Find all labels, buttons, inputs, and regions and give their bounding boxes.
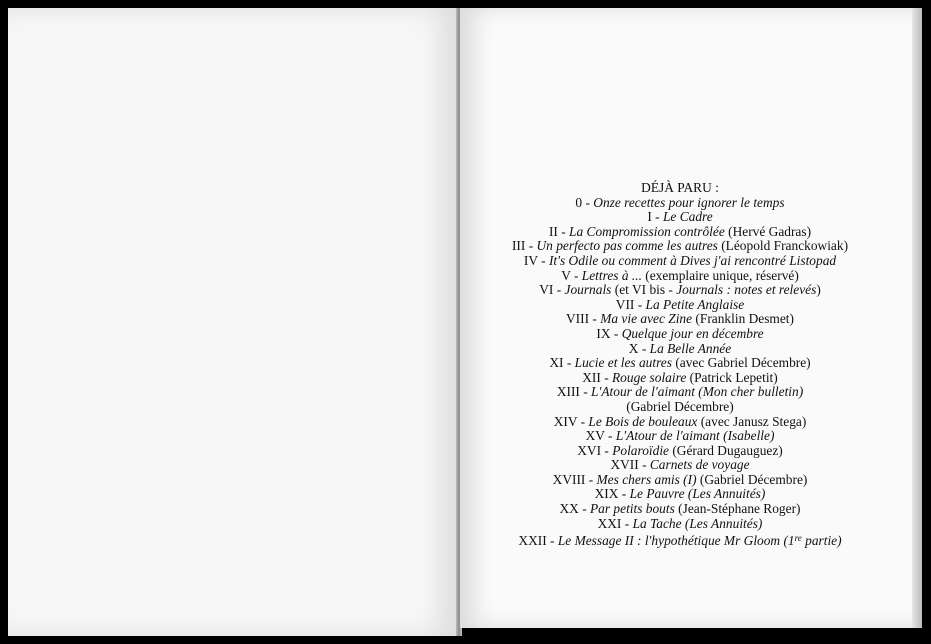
list-item-number: XXII bbox=[518, 533, 547, 549]
list-item-number: IX bbox=[596, 325, 611, 341]
list-item bbox=[470, 415, 890, 430]
list-item-title-tail: partie) bbox=[801, 533, 842, 549]
list-item-separator: - bbox=[621, 515, 633, 531]
list-item-separator: - bbox=[585, 471, 597, 487]
list-item-title: Ma vie avec Zine bbox=[600, 311, 693, 327]
list-item-title: It's Odile ou comment à Dives j'ai rencontré Listopad bbox=[548, 252, 837, 268]
list-item bbox=[470, 531, 890, 549]
list-item-number: XVII bbox=[610, 457, 639, 473]
list-item-subtitle: Journals : notes et relevés bbox=[676, 282, 817, 298]
list-item-title: Onze recettes pour ignorer le temps bbox=[593, 194, 785, 210]
list-item-number: II bbox=[548, 223, 558, 239]
list-item-number: V bbox=[561, 267, 571, 283]
list-items bbox=[470, 196, 890, 549]
list-item bbox=[470, 473, 890, 488]
list-item-separator: - bbox=[557, 223, 570, 239]
list-item-note: (avec Janusz Stega) bbox=[697, 413, 807, 429]
list-item bbox=[470, 458, 890, 473]
list-item-separator: - bbox=[582, 194, 594, 210]
list-item-number: I bbox=[647, 209, 652, 225]
list-item-title: L'Atour de l'aimant (Mon cher bulletin) bbox=[591, 384, 804, 400]
list-item bbox=[470, 312, 890, 327]
list-item-number: XIV bbox=[553, 413, 578, 429]
list-item-number: XXI bbox=[597, 515, 622, 531]
list-item-number: X bbox=[628, 340, 639, 356]
list-item-title: Le Message II : l'hypothétique Mr Gloom ( bbox=[557, 533, 788, 549]
list-item-number: XVIII bbox=[552, 471, 586, 487]
list-item-separator: - bbox=[537, 252, 549, 268]
list-item-note: (Léopold Franckowiak) bbox=[717, 238, 849, 254]
list-item-note: (Hervé Gadras) bbox=[724, 223, 812, 239]
list-item bbox=[470, 400, 890, 415]
page-edge bbox=[912, 8, 922, 628]
list-item-title: La Belle Année bbox=[649, 340, 732, 356]
list-item-number: VIII bbox=[566, 311, 590, 327]
list-item-separator: - bbox=[600, 369, 612, 385]
list-item-number: IV bbox=[523, 252, 538, 268]
already-published-list bbox=[470, 181, 890, 549]
list-item-separator: - bbox=[563, 355, 575, 371]
list-item-number: XV bbox=[585, 428, 605, 444]
list-item-number: XVI bbox=[577, 442, 602, 458]
list-item-note: (et VI bis - bbox=[611, 282, 677, 298]
list-item-title: Mes chers amis (I) bbox=[596, 471, 697, 487]
list-item-title: La Petite Anglaise bbox=[645, 296, 745, 312]
list-item bbox=[470, 517, 890, 532]
list-item-separator: - bbox=[638, 340, 650, 356]
list-item bbox=[470, 269, 890, 284]
list-item-number: XIX bbox=[594, 486, 619, 502]
list-item bbox=[470, 196, 890, 211]
left-page bbox=[8, 8, 458, 636]
list-item-number: 0 bbox=[575, 194, 583, 210]
list-item-number: VI bbox=[539, 282, 554, 298]
list-item-title: Le Cadre bbox=[662, 209, 713, 225]
list-item-note: (avec Gabriel Décembre) bbox=[671, 355, 811, 371]
list-item-title: Par petits bouts bbox=[590, 501, 675, 517]
list-item-number: XIII bbox=[556, 384, 580, 400]
list-item-separator: - bbox=[610, 325, 622, 341]
list-item-separator: - bbox=[638, 457, 650, 473]
list-item-note: (Patrick Lepetit) bbox=[686, 369, 778, 385]
list-item bbox=[470, 342, 890, 357]
list-item-title: Carnets de voyage bbox=[649, 457, 750, 473]
list-item-separator: - bbox=[651, 209, 663, 225]
list-item-title: La Compromission contrôlée bbox=[569, 223, 725, 239]
list-item bbox=[470, 371, 890, 386]
list-item-title: La Tache (Les Annuités) bbox=[632, 515, 763, 531]
list-item-separator: - bbox=[553, 282, 565, 298]
list-item-note-end: ) bbox=[816, 282, 821, 298]
list-item-separator: - bbox=[634, 296, 646, 312]
list-item-separator: - bbox=[546, 533, 558, 549]
list-item bbox=[470, 356, 890, 371]
list-item bbox=[470, 327, 890, 342]
list-item-number: III bbox=[511, 238, 526, 254]
list-item-separator: - bbox=[579, 384, 592, 400]
list-item-separator: - bbox=[604, 428, 616, 444]
list-item-number: XI bbox=[549, 355, 564, 371]
list-item bbox=[470, 210, 890, 225]
list-heading: DÉJÀ PARU : bbox=[641, 180, 719, 195]
list-item bbox=[470, 444, 890, 459]
list-item bbox=[470, 239, 890, 254]
list-item-separator: - bbox=[525, 238, 537, 254]
list-item-number: VII bbox=[615, 296, 635, 312]
list-item-title: Rouge solaire bbox=[612, 369, 687, 385]
list-item-superscript: re bbox=[794, 533, 802, 544]
list-item bbox=[470, 254, 890, 269]
list-item-title: Journals bbox=[564, 282, 612, 298]
list-item-note: (Gérard Dugauguez) bbox=[668, 442, 783, 458]
list-item-continuation: (Gabriel Décembre) bbox=[626, 398, 734, 414]
list-item-title: Quelque jour en décembre bbox=[621, 325, 764, 341]
list-item-separator: - bbox=[601, 442, 613, 458]
list-item-title: Le Pauvre (Les Annuités) bbox=[629, 486, 766, 502]
list-item-note: (Jean-Stéphane Roger) bbox=[674, 501, 801, 517]
list-item-separator: - bbox=[570, 267, 582, 283]
list-item-title: Lucie et les autres bbox=[574, 355, 672, 371]
list-item-part-number: 1 bbox=[787, 533, 795, 549]
list-item-separator: - bbox=[577, 413, 589, 429]
list-item-title: Polaroïdie bbox=[612, 442, 669, 458]
list-item-separator: - bbox=[578, 501, 590, 517]
list-item bbox=[470, 225, 890, 240]
list-item-title: Un perfecto pas comme les autres bbox=[536, 238, 718, 254]
list-item bbox=[470, 283, 890, 298]
list-item bbox=[470, 429, 890, 444]
list-item-title: Le Bois de bouleaux bbox=[588, 413, 698, 429]
list-item bbox=[470, 385, 890, 400]
list-item-title: Lettres à ... bbox=[581, 267, 642, 283]
list-item bbox=[470, 502, 890, 517]
list-item-title: L'Atour de l'aimant (Isabelle) bbox=[615, 428, 775, 444]
list-item-note: (exemplaire unique, réservé) bbox=[641, 267, 799, 283]
list-item-number: XX bbox=[559, 501, 579, 517]
list-item-separator: - bbox=[589, 311, 601, 327]
list-item bbox=[470, 298, 890, 313]
list-item-separator: - bbox=[618, 486, 630, 502]
list-item bbox=[470, 487, 890, 502]
list-item-number: XII bbox=[582, 369, 601, 385]
list-item-note: (Gabriel Décembre) bbox=[696, 471, 808, 487]
list-item-note: (Franklin Desmet) bbox=[692, 311, 794, 327]
